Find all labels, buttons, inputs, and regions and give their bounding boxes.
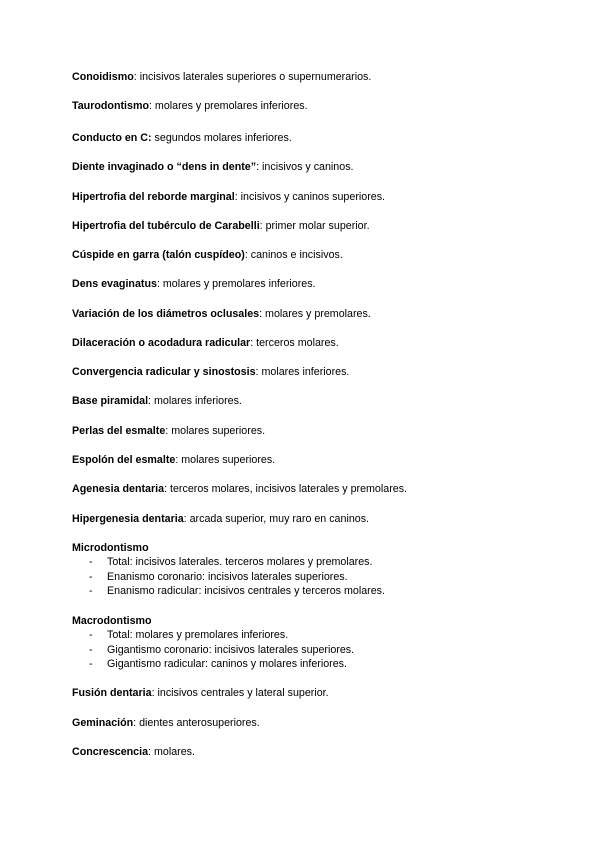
microdontismo-heading: Microdontismo — [72, 542, 149, 554]
entry-conducto-en-c — [72, 131, 292, 145]
list-dash: - — [89, 658, 93, 670]
entry-term: Perlas del esmalte — [72, 425, 166, 437]
entry-term: Fusión dentaria — [72, 687, 152, 699]
entry-desc: : incisivos centrales y lateral superior. — [151, 687, 329, 699]
entry-term: Concrescencia — [72, 746, 149, 758]
entry-term: Dens evaginatus — [72, 278, 157, 290]
entry-variacion-diametros — [72, 307, 371, 321]
entry-term: Taurodontismo — [72, 100, 149, 112]
list-dash: - — [89, 556, 93, 568]
entry-desc: : terceros molares, incisivos laterales y premolares. — [164, 483, 408, 495]
entry-term: Base piramidal — [72, 395, 149, 407]
entry-diente-invaginado — [72, 160, 354, 174]
entry-concrescencia — [72, 745, 195, 759]
list-dash: - — [89, 629, 93, 641]
list-item-text: Total: incisivos laterales. terceros molares y premolares. — [107, 556, 373, 568]
entry-desc: : incisivos laterales superiores o supernumerarios. — [133, 71, 372, 83]
entry-espolon-esmalte — [72, 453, 275, 467]
entry-desc: : molares y premolares inferiores. — [148, 100, 308, 112]
entry-dens-evaginatus — [72, 277, 316, 291]
list-item-text: Gigantismo coronario: incisivos laterales superiores. — [107, 644, 355, 656]
entry-perlas-esmalte — [72, 424, 265, 438]
entry-desc: : molares. — [148, 746, 195, 758]
entry-base-piramidal — [72, 394, 242, 408]
entry-term: Agenesia dentaria — [72, 483, 165, 495]
entry-desc: : incisivos y caninos. — [256, 161, 354, 173]
entry-term: Cúspide en garra (talón cuspídeo) — [72, 249, 245, 261]
entry-geminacion — [72, 716, 260, 730]
entry-desc: : arcada superior, muy raro en caninos. — [183, 513, 370, 525]
entry-cuspide-en-garra — [72, 248, 343, 262]
entry-term: Variación de los diámetros oclusales — [72, 308, 260, 320]
entry-conoidismo — [72, 70, 371, 84]
entry-dilaceracion — [72, 336, 339, 350]
entry-term: Conducto en C: — [72, 132, 152, 144]
entry-desc: : molares y premolares. — [259, 308, 371, 320]
entry-convergencia-radicular — [72, 365, 349, 379]
entry-hipertrofia-reborde — [72, 190, 385, 204]
entry-desc: : caninos e incisivos. — [244, 249, 343, 261]
entry-desc: : dientes anterosuperiores. — [133, 717, 260, 729]
list-item-text: Enanismo radicular: incisivos centrales y terceros molares. — [107, 585, 385, 597]
entry-hipertrofia-carabelli — [72, 219, 370, 233]
list-item-text: Enanismo coronario: incisivos laterales superiores. — [107, 571, 348, 583]
entry-desc: : primer molar superior. — [259, 220, 370, 232]
entry-agenesia-dentaria — [72, 482, 407, 496]
list-dash: - — [89, 585, 93, 597]
entry-term: Convergencia radicular y sinostosis — [72, 366, 256, 378]
list-item-text: Total: molares y premolares inferiores. — [107, 629, 289, 641]
entry-taurodontismo — [72, 99, 308, 113]
entry-term: Hipergenesia dentaria — [72, 513, 184, 525]
entry-term: Espolón del esmalte — [72, 454, 176, 466]
entry-hipergenesia-dentaria — [72, 512, 369, 526]
entry-term: Geminación — [72, 717, 134, 729]
macrodontismo-heading: Macrodontismo — [72, 615, 152, 627]
entry-term: Hipertrofia del tubérculo de Carabelli — [72, 220, 260, 232]
entry-desc: : molares inferiores. — [255, 366, 350, 378]
list-dash: - — [89, 571, 93, 583]
entry-desc: : molares superiores. — [165, 425, 266, 437]
entry-desc: : incisivos y caninos superiores. — [234, 191, 386, 203]
entry-fusion-dentaria — [72, 686, 329, 700]
entry-desc: segundos molares inferiores. — [151, 132, 292, 144]
list-dash: - — [89, 644, 93, 656]
entry-desc: : molares inferiores. — [148, 395, 242, 407]
entry-desc: : molares y premolares inferiores. — [156, 278, 316, 290]
entry-desc: : terceros molares. — [250, 337, 339, 349]
list-item-text: Gigantismo radicular: caninos y molares inferiores. — [107, 658, 347, 670]
entry-term: Dilaceración o acodadura radicular — [72, 337, 251, 349]
entry-desc: : molares superiores. — [175, 454, 276, 466]
entry-term: Conoidismo — [72, 71, 134, 83]
entry-term: Hipertrofia del reborde marginal — [72, 191, 235, 203]
entry-term: Diente invaginado o “dens in dente” — [72, 161, 257, 173]
